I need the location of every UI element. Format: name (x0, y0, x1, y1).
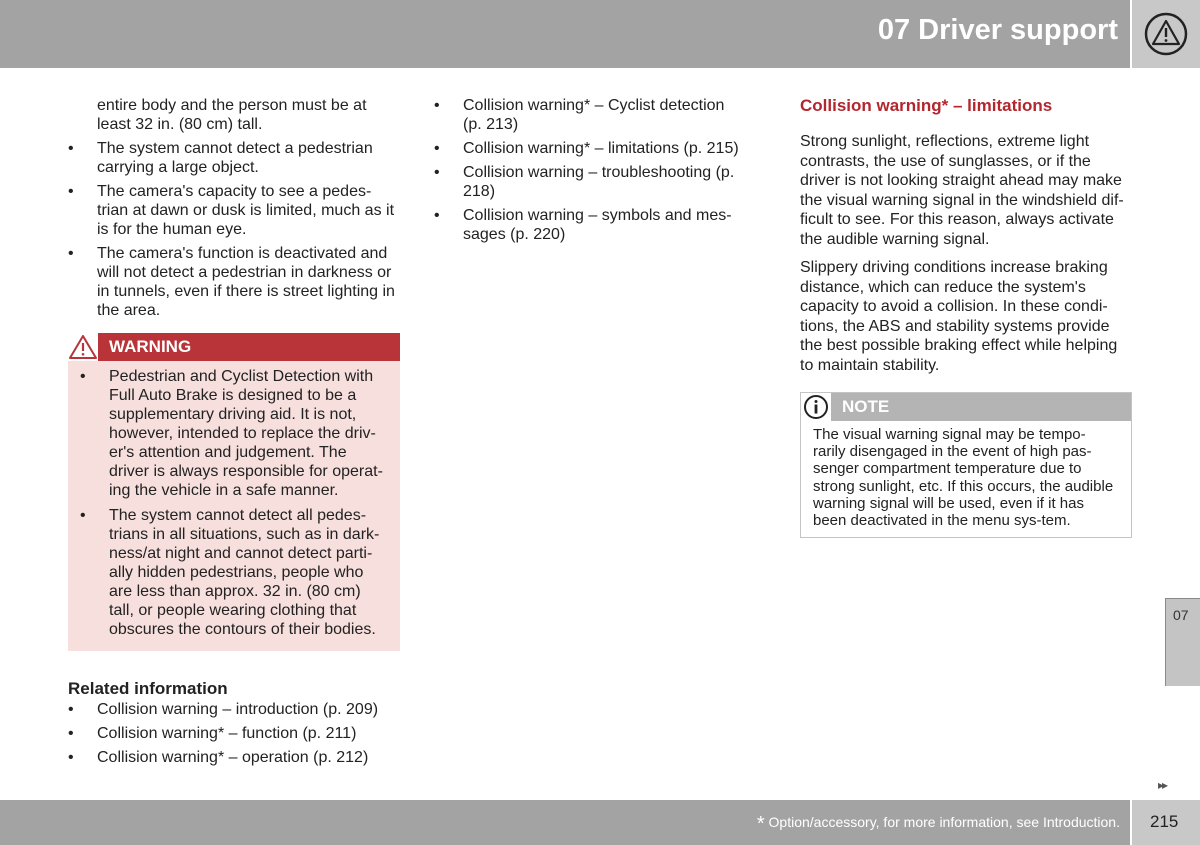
page-number: 215 (1150, 812, 1179, 831)
list-item: • The camera's function is deactivated and will not detect a pedestrian in darkness or in tunnels, even if there is street lighting in the area. (68, 244, 402, 320)
note-icon-box (801, 393, 831, 421)
page-number-box (1132, 800, 1200, 845)
limitations-list (68, 139, 402, 320)
warning-triangle-icon (1144, 12, 1188, 56)
list-item: • Pedestrian and Cyclist Detection with Full Auto Brake is designed to be a supplementary driving aid. It is not, however, intended to replace the driv-er's attention and judgement. The driver is always responsible for operat-ing the vehicle in a safe manner. (80, 367, 386, 500)
warning-icon (68, 334, 98, 360)
list-item: • The system cannot detect all pedes-trians in all situations, such as in dark-ness/at night and cannot detect parti-ally hidden pedestrians, people who are less than approx. 32 in. (80 cm) tall, or people wearing clothing that obscures the contours of their bodies. (80, 506, 386, 639)
related-link[interactable]: • Collision warning* – Cyclist detection (p. 213) (434, 96, 746, 134)
related-link[interactable]: • Collision warning* – operation (p. 212) (68, 748, 402, 767)
related-list (68, 700, 402, 767)
continued-text: entire body and the person must be at least 32 in. (80 cm) tall. (97, 97, 367, 133)
column-middle (434, 96, 746, 249)
chapter-tab[interactable] (1165, 598, 1200, 686)
header-icon-box (1132, 0, 1200, 68)
related-link[interactable]: • Collision warning – introduction (p. 209) (68, 700, 402, 719)
list-item: • The camera's capacity to see a pedes-trian at dawn or dusk is limited, much as it is for the human eye. (68, 182, 402, 239)
chapter-title: 07 Driver support (877, 14, 1118, 46)
note-title: NOTE (842, 397, 890, 416)
related-link[interactable]: • Collision warning* – limitations (p. 215) (434, 139, 746, 158)
note-header (801, 393, 1131, 421)
info-icon (803, 394, 829, 420)
related-list-continued (434, 96, 746, 244)
warning-icon-box (68, 333, 98, 361)
warning-title: WARNING (109, 337, 192, 356)
related-information-title: Related information (68, 679, 228, 698)
next-page-arrows-icon: ▸▸ (1158, 778, 1167, 792)
chapter-tab-label: 07 (1173, 607, 1189, 623)
list-item: • The system cannot detect a pedestrian carrying a large object. (68, 139, 402, 177)
footnote-star: * (756, 813, 765, 835)
footnote-text: Option/accessory, for more information, see Introduction. (768, 814, 1120, 830)
related-link[interactable]: • Collision warning – troubleshooting (p. 218) (434, 163, 746, 201)
note-body: The visual warning signal may be tempo-rarily disengaged in the event of high pas-senger compartment temperature due to strong sunlight, etc. If this occurs, the audible warning signal will be used, even if it has been deactivated in the menu sys-tem. (813, 426, 1114, 530)
related-link[interactable]: • Collision warning – symbols and mes-sages (p. 220) (434, 206, 746, 244)
warning-body (68, 361, 400, 651)
warning-list (80, 367, 386, 639)
warning-header (68, 333, 400, 361)
column-left (68, 96, 402, 772)
column-right (800, 96, 1132, 538)
section-title: Collision warning* – limitations (800, 96, 1053, 115)
paragraph: Slippery driving conditions increase braking distance, which can reduce the system's capacity to avoid a collision. In these condi-tions, the ABS and stability systems provide the best possible braking effect while helping to maintain stability. (800, 259, 1118, 374)
related-link[interactable]: • Collision warning* – function (p. 211) (68, 724, 402, 743)
paragraph: Strong sunlight, reflections, extreme light contrasts, the use of sunglasses, or if the driver is not looking straight ahead may make the visual warning signal in the windshield dif-ficult to see. For this reason, always activate the audible warning signal. (800, 133, 1124, 248)
warning-box (68, 333, 400, 651)
note-box (800, 392, 1132, 538)
footer-note (757, 813, 1120, 836)
